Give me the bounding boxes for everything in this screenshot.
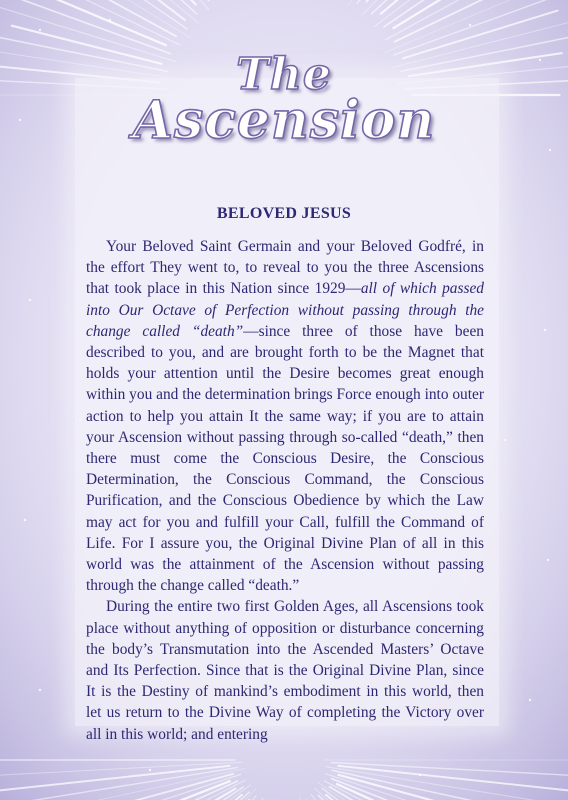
paragraph-2: During the entire two first Golden Ages, all Ascensions took place without anything of opposition or disturbance concerning the body’s Transmutation into the Ascended Masters’ Octave and Its Perfection. Since that is the Original Divine Plan, since It is the Destiny of mankind’s embodiment in this world, then let us return to the Divine Way of completing the Victory over all in this world; and entering	[86, 598, 484, 743]
italic-phrase: all of which passed into Our Octave of Perfection without passing through the change called “death”	[86, 280, 485, 340]
body-text	[86, 236, 484, 745]
sparkle	[547, 559, 549, 561]
sparkle	[29, 299, 31, 301]
sparkle	[39, 689, 41, 691]
section-heading: BELOVED JESUS	[216, 205, 352, 222]
sparkle	[419, 774, 421, 776]
title-line-1: The	[236, 49, 332, 100]
paragraph-1: Your Beloved Saint Germain and your Beloved Godfré, in the effort They went to, to reveal to you the three Ascensions that took place in this Nation since 1929—all of which passed into Our Octave of Perfection without passing through the change called “death”—since three of those have been described to you, and are brought forth to be the Magnet that holds your attention until the Desire becomes great enough within you and the determination brings Force enough into outer action to help you attain It the same way; if you are to attain your Ascension without passing through so-called “death,” then there must come the Conscious Desire, the Conscious Determination, the Conscious Command, the Conscious Purification, and the Conscious Obedience by which the Law may act for you and fulfill your Call, fulfill the Command of Life. For I assure you, the Original Divine Plan of all in this world was the attainment of the Ascension without passing through the change called “death.”	[86, 238, 485, 595]
title-line-2: Ascension	[132, 90, 436, 151]
sparkle	[149, 769, 151, 771]
sparkle	[469, 24, 471, 26]
sparkle	[504, 439, 506, 441]
sparkle	[39, 29, 41, 31]
sparkle	[24, 519, 26, 521]
sparkle	[109, 19, 111, 21]
sparkle	[529, 699, 531, 701]
sparkle	[544, 329, 546, 331]
